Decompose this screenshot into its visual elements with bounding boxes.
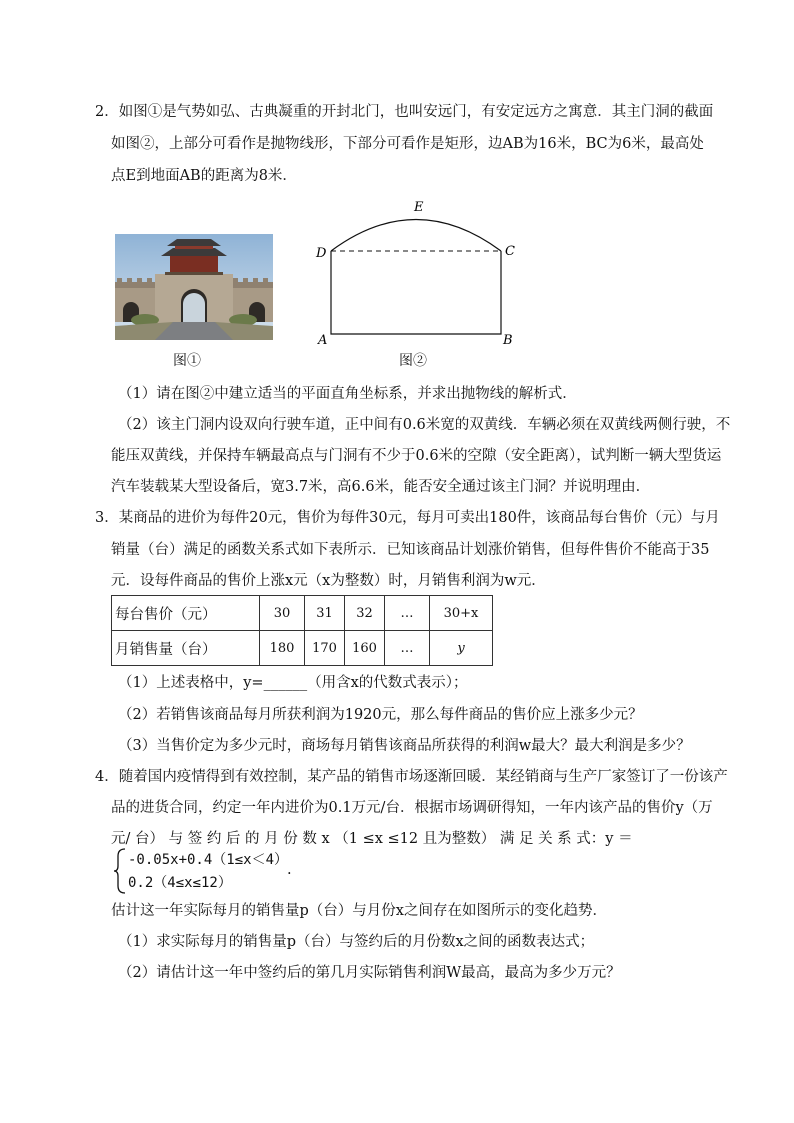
point-e-label: E — [414, 200, 424, 215]
piecewise-brace — [113, 848, 127, 894]
table-cell: 30 — [260, 596, 305, 631]
north-gate-photo — [115, 234, 273, 340]
price-sales-table — [111, 595, 493, 666]
q2-part-2-line-1: （2）该主门洞内设双向行驶车道，正中间有0.6米宽的双黄线．车辆必须在双黄线两侧行驶，不 — [118, 417, 731, 433]
q4-intro-line-1: 4．随着国内疫情得到有效控制，某产品的销售市场逐渐回暖．某经销商与生产厂家签订了一份该产 — [95, 769, 728, 785]
table-row — [112, 631, 493, 666]
point-d-label: D — [316, 246, 327, 261]
q3-intro-line-2: 销量（台）满足的函数关系式如下表所示．已知该商品计划涨价销售，但每件售价不能高于35 — [111, 542, 710, 558]
table-cell: 170 — [305, 631, 345, 666]
q4-part-1: （1）求实际每月的销售量p（台）与签约后的月份数x之间的函数表达式； — [118, 934, 595, 950]
q4-intro-line-3: 元/ 台） 与 签 约 后 的 月 份 数 x （1 ≤x ≤12 且为整数） 满 足 关 系 式：y ＝ — [111, 831, 633, 847]
q4-piecewise-case-1: -0.05x+0.4（1≤x＜4） — [128, 852, 289, 868]
table-cell: 160 — [345, 631, 385, 666]
table-cell: 32 — [345, 596, 385, 631]
q3-part-1: （1）上述表格中，y=______（用含x的代数式表示）； — [118, 675, 468, 691]
q2-intro-line-2: 如图②，上部分可看作是抛物线形，下部分可看作是矩形，边AB为16米，BC为6米，最高处 — [111, 136, 704, 152]
q2-part-2-line-3: 汽车装载某大型设备后，宽3.7米，高6.6米，能否安全通过该主门洞？并说明理由． — [111, 479, 651, 495]
q3-part-3: （3）当售价定为多少元时，商场每月销售该商品所获得的利润w最大？最大利润是多少？ — [118, 738, 691, 754]
q2-intro-line-3: 点E到地面AB的距离为8米． — [111, 168, 297, 184]
q4-piecewise-end: . — [287, 862, 292, 878]
q3-intro-line-3: 元．设每件商品的售价上涨x元（x为整数）时，月销售利润为w元． — [111, 573, 546, 589]
q2-intro-line-1: 2．如图①是气势如弘、古典凝重的开封北门，也叫安远门，有安定远方之寓意．其主门洞的截面 — [95, 104, 714, 120]
table-cell: 31 — [305, 596, 345, 631]
q2-part-2-line-2: 能压双黄线，并保持车辆最高点与门洞有不少于0.6米的空隙（安全距离），试判断一辆大型货运 — [111, 448, 722, 464]
q3-intro-line-1: 3．某商品的进价为每件20元，售价为每件30元，每月可卖出180件，该商品每台售价（元）与月 — [95, 510, 720, 526]
point-c-label: C — [505, 244, 515, 259]
table-cell: … — [385, 631, 430, 666]
row-header-price: 每台售价（元） — [112, 596, 260, 631]
q4-part-2: （2）请估计这一年中签约后的第几月实际销售利润W最高，最高为多少万元？ — [118, 965, 621, 981]
q3-part-2: （2）若销售该商品每月所获利润为1920元，那么每件商品的售价应上涨多少元？ — [118, 707, 643, 723]
table-cell: 180 — [260, 631, 305, 666]
table-row — [112, 596, 493, 631]
q4-intro-line-2: 品的进货合同，约定一年内进价为0.1万元/台．根据市场调研得知，一年内该产品的售价y（万 — [111, 800, 713, 816]
figure-1-caption: 图① — [173, 353, 201, 369]
figure-2-caption: 图② — [399, 353, 427, 369]
row-header-sales: 月销售量（台） — [112, 631, 260, 666]
point-a-label: A — [318, 333, 328, 348]
q4-intro-line-4: 估计这一年实际每月的销售量p（台）与月份x之间存在如图所示的变化趋势． — [111, 903, 607, 919]
table-cell: y — [430, 631, 493, 666]
q2-part-1: （1）请在图②中建立适当的平面直角坐标系，并求出抛物线的解析式． — [118, 386, 577, 402]
point-b-label: B — [503, 333, 513, 348]
table-cell: 30+x — [430, 596, 493, 631]
table-cell: … — [385, 596, 430, 631]
gate-cross-section-diagram — [312, 196, 522, 348]
q4-piecewise-case-2: 0.2（4≤x≤12） — [128, 875, 232, 891]
